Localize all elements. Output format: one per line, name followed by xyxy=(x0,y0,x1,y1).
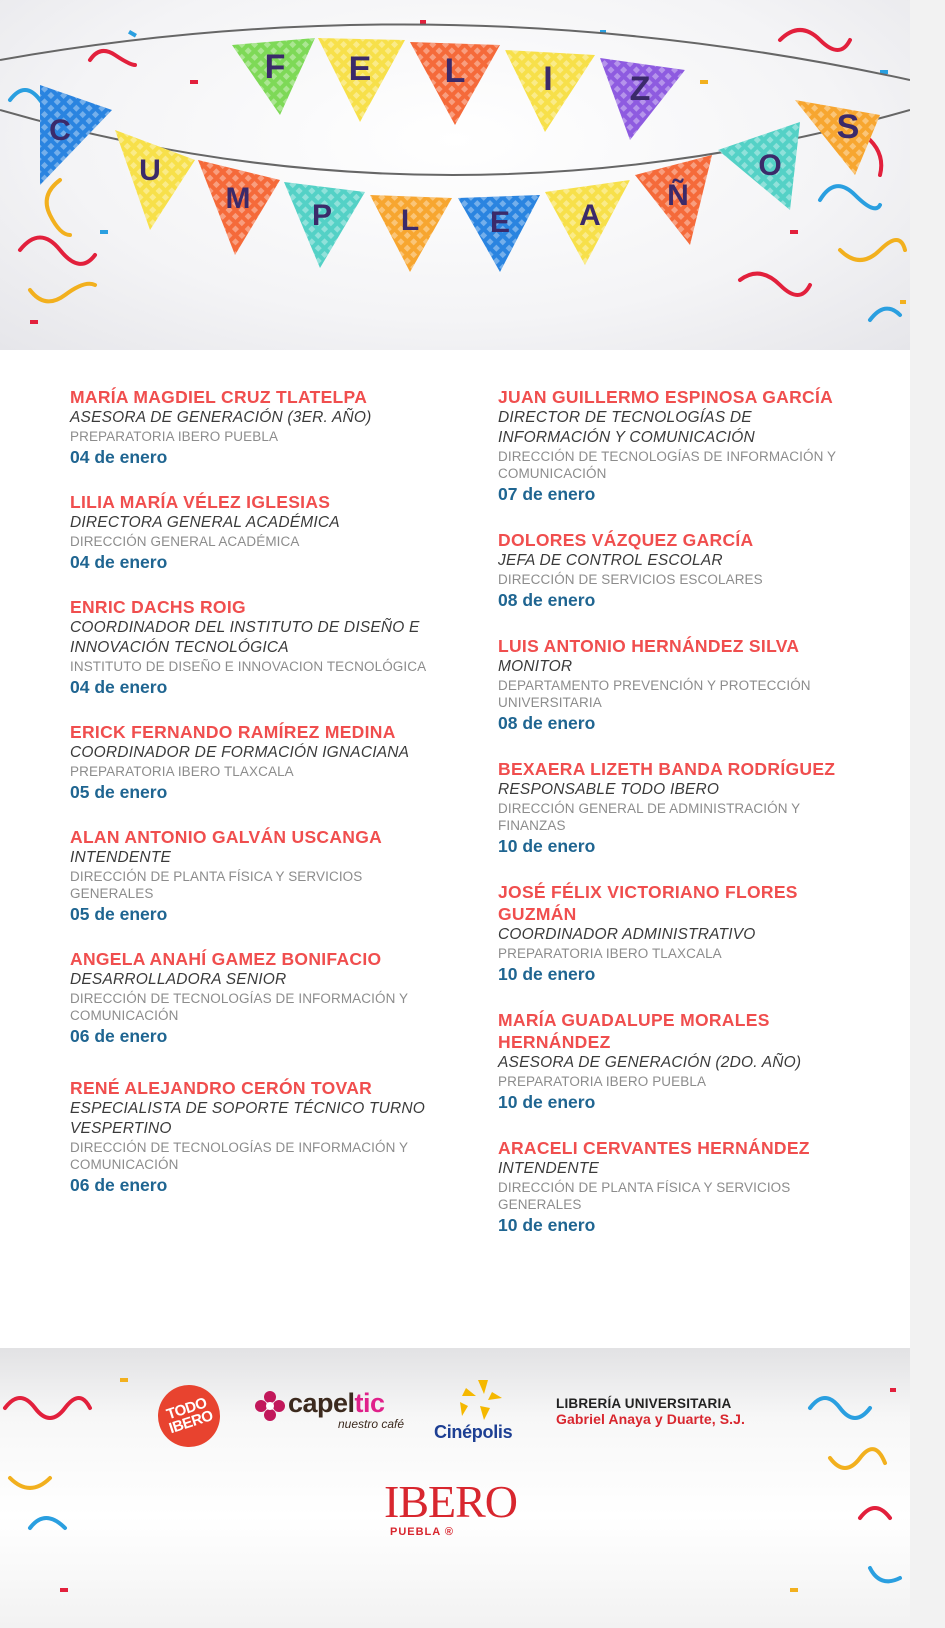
person-name: MARÍA MAGDIEL CRUZ TLATELPA xyxy=(70,387,368,407)
person-name: DOLORES VÁZQUEZ GARCÍA xyxy=(498,530,754,550)
person-role: DIRECTOR DE TECNOLOGÍAS DE INFORMACIÓN Y COMUNICACIÓN xyxy=(498,409,755,446)
person-department: DIRECCIÓN DE TECNOLOGÍAS DE INFORMACIÓN Y COMUNICACIÓN xyxy=(498,449,836,481)
list-item xyxy=(498,1009,843,1113)
birthday-list-left xyxy=(70,386,430,1219)
person-department: DEPARTAMENTO PREVENCIÓN Y PROTECCIÓN UNIVERSITARIA xyxy=(498,678,811,710)
list-item xyxy=(70,491,430,573)
birthday-list-right xyxy=(498,386,843,1260)
person-role: INTENDENTE xyxy=(70,849,172,866)
person-department: DIRECCIÓN GENERAL ACADÉMICA xyxy=(70,534,300,549)
person-name: LILIA MARÍA VÉLEZ IGLESIAS xyxy=(70,492,331,512)
birthday-date: 05 de enero xyxy=(70,904,168,924)
list-item xyxy=(70,1077,430,1196)
birthday-date: 10 de enero xyxy=(498,836,596,856)
svg-text:Ñ: Ñ xyxy=(667,179,689,212)
ibero-subtitle: PUEBLA ® xyxy=(390,1526,454,1538)
cinepolis-star-icon xyxy=(432,1378,532,1422)
cinepolis-wordmark: Cinépolis xyxy=(434,1422,513,1442)
person-name: ARACELI CERVANTES HERNÁNDEZ xyxy=(498,1138,810,1158)
person-name: BEXAERA LIZETH BANDA RODRÍGUEZ xyxy=(498,759,836,779)
list-item xyxy=(498,881,843,985)
svg-text:L: L xyxy=(400,204,420,237)
person-role: DIRECTORA GENERAL ACADÉMICA xyxy=(70,514,340,531)
ibero-wordmark: IBERO xyxy=(384,1476,517,1527)
person-name: RENÉ ALEJANDRO CERÓN TOVAR xyxy=(70,1078,373,1098)
person-department: DIRECCIÓN GENERAL DE ADMINISTRACIÓN Y FINANZAS xyxy=(498,801,801,833)
list-item xyxy=(498,1137,843,1236)
person-name: ANGELA ANAHÍ GAMEZ BONIFACIO xyxy=(70,949,382,969)
person-role: ESPECIALISTA DE SOPORTE TÉCNICO TURNO VESPERTINO xyxy=(70,1100,426,1137)
person-role: ASESORA DE GENERACIÓN (3ER. AÑO) xyxy=(70,409,372,426)
list-item xyxy=(498,635,843,734)
svg-text:E: E xyxy=(489,206,511,239)
birthday-date: 06 de enero xyxy=(70,1175,168,1195)
capeltic-wordmark xyxy=(288,1388,385,1419)
person-role: COORDINADOR DEL INSTITUTO DE DISEÑO E INNOVACIÓN TECNOLÓGICA xyxy=(70,619,420,656)
person-name: ERICK FERNANDO RAMÍREZ MEDINA xyxy=(70,722,396,742)
person-name: MARÍA GUADALUPE MORALES HERNÁNDEZ xyxy=(498,1010,770,1052)
person-department: DIRECCIÓN DE TECNOLOGÍAS DE INFORMACIÓN Y COMUNICACIÓN xyxy=(70,1140,408,1172)
libreria-line2: Gabriel Anaya y Duarte, S.J. xyxy=(556,1411,746,1427)
bunting-illustration xyxy=(0,0,910,350)
person-role: MONITOR xyxy=(498,658,573,675)
svg-text:L: L xyxy=(444,52,466,90)
cinepolis-logo xyxy=(432,1378,532,1444)
person-department: PREPARATORIA IBERO PUEBLA xyxy=(498,1074,707,1089)
birthday-date: 07 de enero xyxy=(498,484,596,504)
person-role: COORDINADOR ADMINISTRATIVO xyxy=(498,926,756,943)
person-role: JEFA DE CONTROL ESCOLAR xyxy=(498,552,723,569)
person-department: DIRECCIÓN DE TECNOLOGÍAS DE INFORMACIÓN Y COMUNICACIÓN xyxy=(70,991,408,1023)
capeltic-logo xyxy=(254,1388,409,1432)
person-role: INTENDENTE xyxy=(498,1160,600,1177)
birthday-date: 10 de enero xyxy=(498,964,596,984)
svg-text:M: M xyxy=(225,182,251,215)
birthday-date: 10 de enero xyxy=(498,1092,596,1112)
capeltic-main-text: capel xyxy=(288,1388,355,1418)
birthday-date: 05 de enero xyxy=(70,782,168,802)
capeltic-tagline: nuestro café xyxy=(338,1417,405,1431)
svg-text:Z: Z xyxy=(629,70,651,108)
list-item xyxy=(70,826,430,925)
birthday-date: 08 de enero xyxy=(498,713,596,733)
person-name: ENRIC DACHS ROIG xyxy=(70,597,246,617)
birthday-date: 04 de enero xyxy=(70,447,168,467)
person-role: ASESORA DE GENERACIÓN (2DO. AÑO) xyxy=(498,1054,802,1071)
libreria-logo xyxy=(556,1396,786,1427)
person-name: LUIS ANTONIO HERNÁNDEZ SILVA xyxy=(498,636,800,656)
svg-text:P: P xyxy=(311,199,333,232)
person-department: DIRECCIÓN DE PLANTA FÍSICA Y SERVICIOS GENERALES xyxy=(70,869,363,901)
svg-text:A: A xyxy=(579,199,601,232)
svg-text:U: U xyxy=(139,154,161,187)
birthday-date: 04 de enero xyxy=(70,552,168,572)
person-department: DIRECCIÓN DE PLANTA FÍSICA Y SERVICIOS GENERALES xyxy=(498,1180,791,1212)
list-item xyxy=(498,758,843,857)
capeltic-accent-text: tic xyxy=(354,1388,385,1418)
person-role: RESPONSABLE TODO IBERO xyxy=(498,781,720,798)
birthday-date: 04 de enero xyxy=(70,677,168,697)
list-item xyxy=(70,596,430,698)
list-item xyxy=(498,386,843,505)
header-banner xyxy=(0,0,910,350)
person-department: INSTITUTO DE DISEÑO E INNOVACION TECNOLÓGICA xyxy=(70,659,427,674)
birthday-date: 08 de enero xyxy=(498,590,596,610)
svg-text:O: O xyxy=(758,149,782,182)
person-role: COORDINADOR DE FORMACIÓN IGNACIANA xyxy=(70,744,410,761)
list-item xyxy=(498,529,843,611)
svg-text:I: I xyxy=(543,60,553,98)
person-name: JOSÉ FÉLIX VICTORIANO FLORES GUZMÁN xyxy=(498,882,798,924)
libreria-line1: LIBRERÍA UNIVERSITARIA xyxy=(556,1396,732,1411)
person-department: PREPARATORIA IBERO TLAXCALA xyxy=(498,946,722,961)
capeltic-flower-icon xyxy=(254,1390,286,1422)
svg-text:E: E xyxy=(348,50,372,88)
ibero-logo xyxy=(384,1478,534,1538)
list-item xyxy=(70,948,430,1047)
person-name: JUAN GUILLERMO ESPINOSA GARCÍA xyxy=(498,387,834,407)
person-role: DESARROLLADORA SENIOR xyxy=(70,971,287,988)
svg-text:S: S xyxy=(836,108,860,146)
birthday-date: 10 de enero xyxy=(498,1215,596,1235)
person-department: PREPARATORIA IBERO TLAXCALA xyxy=(70,764,294,779)
svg-text:F: F xyxy=(264,48,286,86)
person-department: PREPARATORIA IBERO PUEBLA xyxy=(70,429,279,444)
list-item xyxy=(70,721,430,803)
person-name: ALAN ANTONIO GALVÁN USCANGA xyxy=(70,827,383,847)
person-department: DIRECCIÓN DE SERVICIOS ESCOLARES xyxy=(498,572,763,587)
svg-text:C: C xyxy=(49,114,71,147)
todo-ibero-logo: TODO IBERO xyxy=(150,1377,228,1455)
list-item xyxy=(70,386,430,468)
birthday-date: 06 de enero xyxy=(70,1026,168,1046)
